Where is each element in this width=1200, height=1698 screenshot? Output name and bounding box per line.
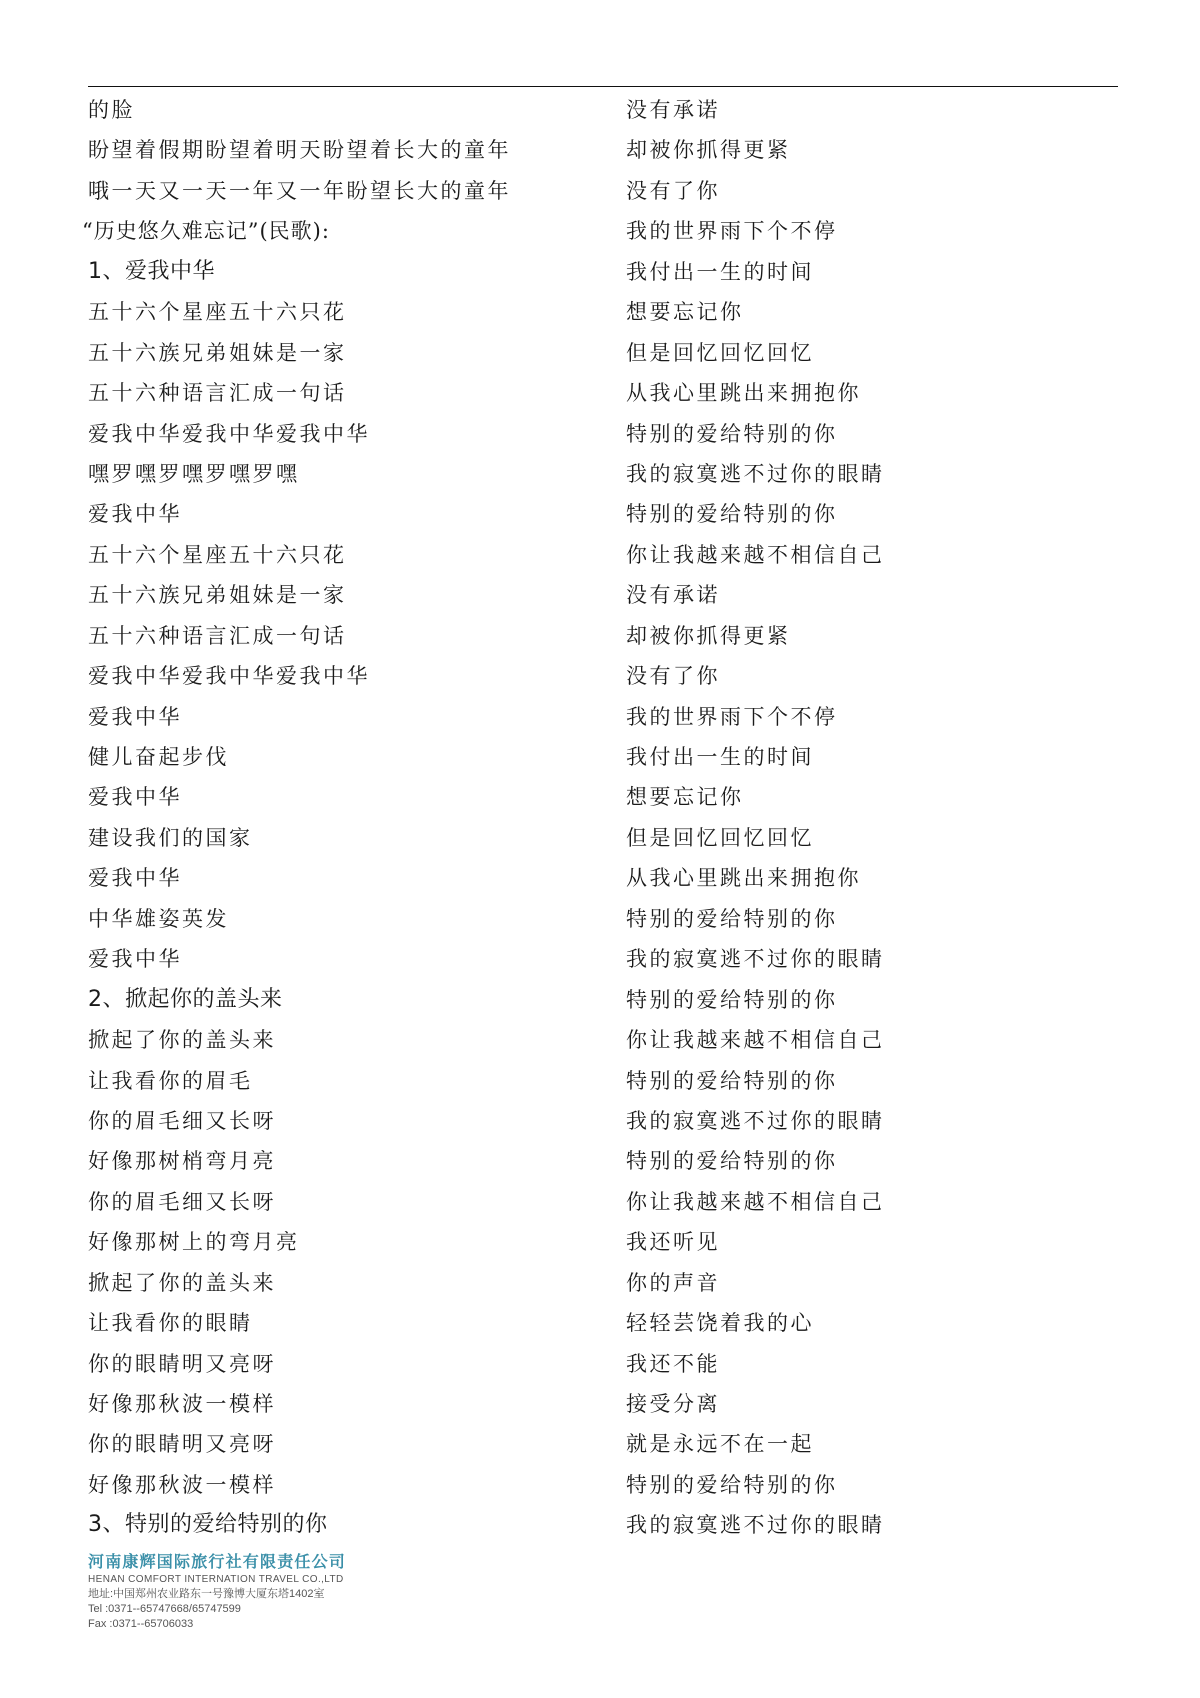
lyric-line: 哦一天又一天一年又一年盼望长大的童年 [88,178,511,203]
lyric-line: 特别的爱给特别的你 [626,1149,838,1174]
lyric-line: 盼望着假期盼望着明天盼望着长大的童年 [88,138,511,163]
lyric-line: 特别的爱给特别的你 [626,1472,838,1497]
lyric-line: 从我心里跳出来拥抱你 [626,381,861,406]
header-rule [88,86,1118,87]
lyric-line: 我还听见 [626,1230,720,1255]
lyric-line: 你让我越来越不相信自己 [626,1028,885,1053]
lyric-line: 特别的爱给特别的你 [626,987,838,1012]
lyric-line: 想要忘记你 [626,300,744,325]
lyric-line: 的脸 [88,98,135,122]
lyric-line: 爱我中华 [88,866,182,891]
company-address: 地址:中国郑州农业路东一号豫博大厦东塔1402室 [88,1588,325,1600]
lyric-line: 你让我越来越不相信自己 [626,542,885,567]
lyric-line: 好像那树梢弯月亮 [88,1149,276,1174]
lyric-line: 特别的爱给特别的你 [626,502,838,527]
lyric-line: 掀起了你的盖头来 [88,1270,276,1295]
lyric-line: 五十六个星座五十六只花 [88,300,347,325]
lyric-line: 你的声音 [626,1270,720,1295]
lyric-line: 特别的爱给特别的你 [626,906,838,931]
lyric-line: 嘿罗嘿罗嘿罗嘿罗嘿 [88,461,300,486]
lyric-line: 我付出一生的时间 [626,259,814,284]
company-fax: Fax :0371--65706033 [88,1618,194,1630]
lyric-line: 好像那秋波一模样 [88,1472,276,1497]
company-footer [88,1552,408,1632]
lyric-line: 我的世界雨下个不停 [626,219,838,244]
lyric-line: 没有承诺 [626,98,720,122]
lyric-line: 掀起了你的盖头来 [88,1028,276,1053]
lyric-line: 但是回忆回忆回忆 [626,825,814,850]
lyric-line: 没有承诺 [626,583,720,608]
lyric-line: 五十六种语言汇成一句话 [88,381,347,406]
lyric-line: 五十六族兄弟姐妹是一家 [88,340,347,365]
lyric-line: 我的寂寞逃不过你的眼睛 [626,947,885,972]
lyric-line: 想要忘记你 [626,785,744,810]
lyric-line: 没有了你 [626,178,720,203]
lyric-line: 却被你抓得更紧 [626,623,791,648]
lyric-line: 爱我中华爱我中华爱我中华 [88,421,370,446]
lyric-line: 从我心里跳出来拥抱你 [626,866,861,891]
lyric-line: 你的眼睛明又亮呀 [88,1432,276,1457]
lyric-line: 你的眼睛明又亮呀 [88,1351,276,1376]
lyric-line: 就是永远不在一起 [626,1432,814,1457]
left-column [82,90,608,1546]
lyric-line: 爱我中华爱我中华爱我中华 [88,664,370,689]
lyric-line: 你让我越来越不相信自己 [626,1189,885,1214]
lyric-line: 你的眉毛细又长呀 [88,1189,276,1214]
lyric-line: 你的眉毛细又长呀 [88,1108,276,1133]
lyric-line: 特别的爱给特别的你 [626,1068,838,1093]
right-column [626,90,1126,1546]
lyric-line: 我的寂寞逃不过你的眼睛 [626,1108,885,1133]
lyric-line: 五十六个星座五十六只花 [88,542,347,567]
song-heading: 2、掀起你的盖头来 [88,986,283,1012]
lyric-line: 特别的爱给特别的你 [626,421,838,446]
lyric-line: 接受分离 [626,1392,720,1416]
lyric-line: 没有了你 [626,664,720,689]
lyric-line: 让我看你的眉毛 [88,1068,253,1093]
lyric-line: 却被你抓得更紧 [626,138,791,163]
lyric-line: 轻轻芸饶着我的心 [626,1311,814,1336]
lyric-line: 但是回忆回忆回忆 [626,340,814,365]
lyric-line: 我的世界雨下个不停 [626,704,838,729]
lyric-line: 爱我中华 [88,947,182,972]
company-name-cn: 河南康辉国际旅行社有限责任公司 [88,1552,347,1571]
lyric-line: 建设我们的国家 [88,825,253,850]
song-heading: 1、爱我中华 [88,258,215,284]
song-heading: 3、特别的爱给特别的你 [88,1512,328,1538]
section-subtitle: “历史悠久难忘记”(民歌): [82,219,330,244]
company-name-en: HENAN COMFORT INTERNATION TRAVEL CO.,LTD [88,1574,344,1585]
lyric-line: 我的寂寞逃不过你的眼睛 [626,461,885,486]
lyric-line: 我付出一生的时间 [626,745,814,769]
lyric-line: 爱我中华 [88,704,182,729]
lyric-line: 五十六种语言汇成一句话 [88,623,347,648]
lyric-line: 让我看你的眼睛 [88,1311,253,1336]
lyric-line: 好像那秋波一模样 [88,1392,276,1416]
lyric-line: 五十六族兄弟姐妹是一家 [88,583,347,608]
lyric-line: 健儿奋起步伐 [88,745,229,769]
company-tel: Tel :0371--65747668/65747599 [88,1603,241,1615]
lyric-line: 我的寂寞逃不过你的眼睛 [626,1513,885,1538]
lyric-line: 爱我中华 [88,785,182,810]
lyric-line: 爱我中华 [88,502,182,527]
lyric-line: 我还不能 [626,1351,720,1376]
lyric-line: 中华雄姿英发 [88,906,229,931]
lyric-line: 好像那树上的弯月亮 [88,1230,300,1255]
